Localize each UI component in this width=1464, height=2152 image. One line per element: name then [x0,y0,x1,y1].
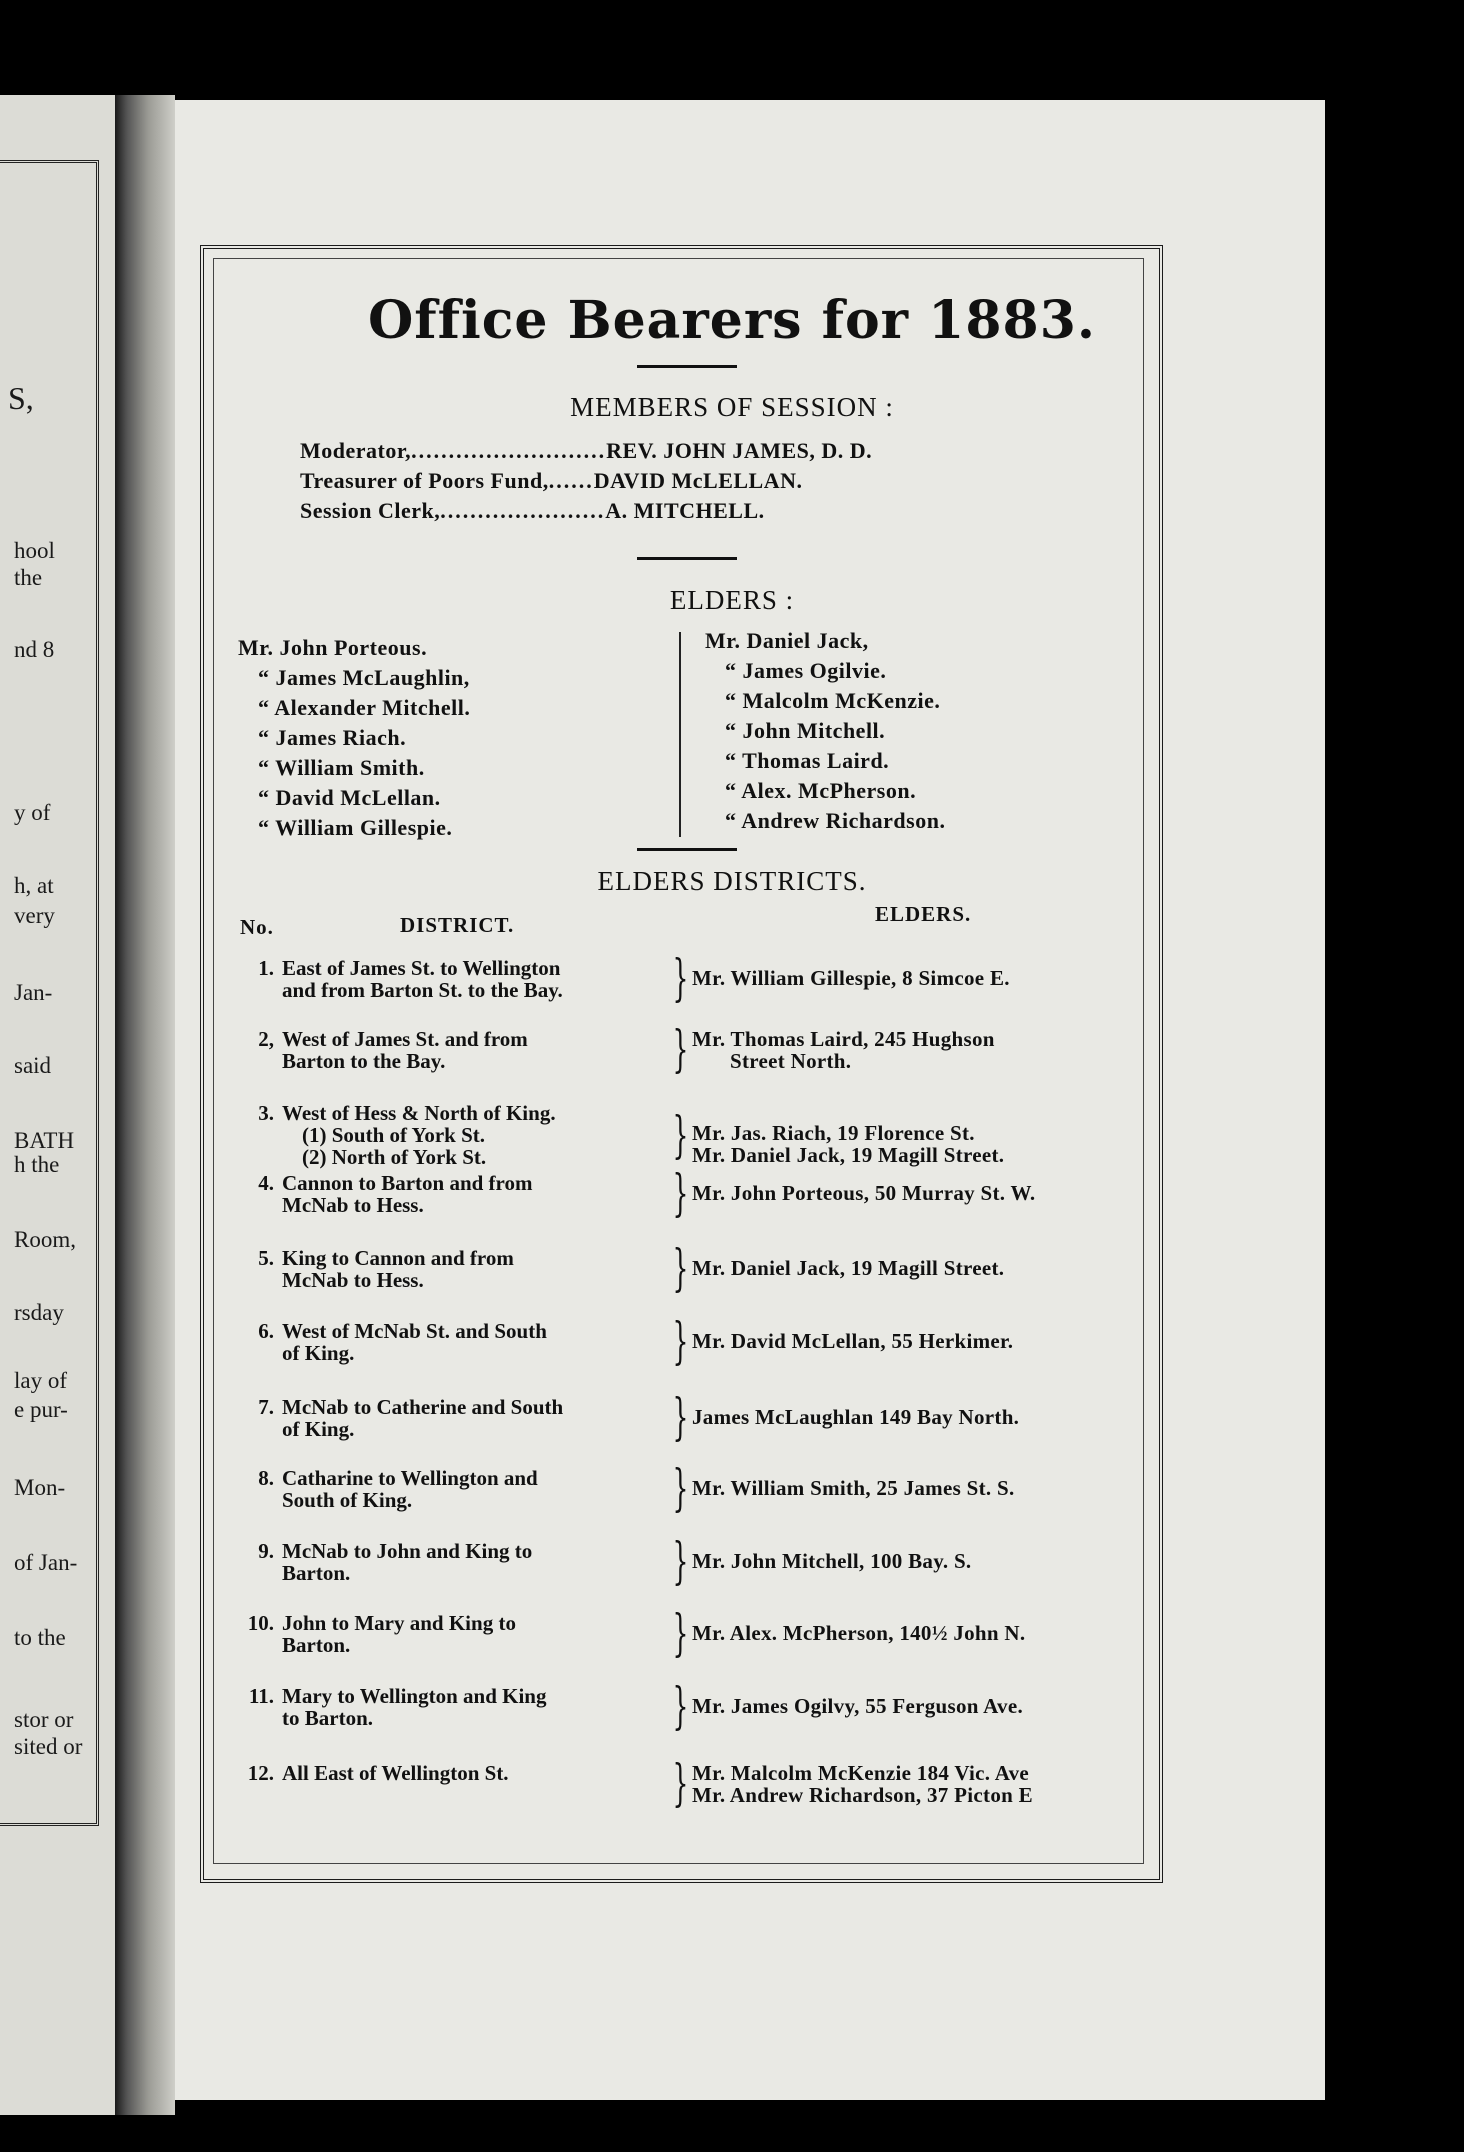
district-elder: Mr. Andrew Richardson, 37 Picton E [692,1783,1033,1807]
title-divider [637,365,737,368]
elder-name: “ James Ogilvie. [725,658,887,683]
district-description: Mary to Wellington and King [282,1684,547,1708]
district-row [238,1540,668,1584]
district-elder: Mr. James Ogilvy, 55 Ferguson Ave. [692,1694,1024,1718]
left-page-fragment: S, [8,380,34,416]
session-role: Moderator, [300,438,412,463]
left-page-fragment: e pur- [14,1397,68,1422]
district-row [238,1612,668,1656]
district-number: 4. [258,1171,274,1195]
session-row [300,468,803,494]
column-header-no: No. [240,915,274,939]
left-page-fragment: nd 8 [14,637,55,662]
left-page-fragment: h the [14,1152,60,1177]
district-elder: Mr. Malcolm McKenzie 184 Vic. Ave [692,1761,1030,1785]
district-number: 12. [247,1761,274,1785]
district-description: John to Mary and King to [282,1611,516,1635]
district-elder: Mr. Daniel Jack, 19 Magill Street. [692,1256,1005,1280]
district-number: 3. [258,1101,274,1125]
district-number: 6. [258,1319,274,1343]
left-page-fragment: Room, [14,1227,76,1252]
district-description: Catharine to Wellington and [282,1466,538,1490]
district-description: Barton to the Bay. [282,1049,446,1073]
brace-glyph: } [672,1106,689,1164]
district-description: to Barton. [282,1706,373,1730]
district-row [238,1685,668,1729]
brace-glyph: } [672,1312,689,1370]
column-header-district: DISTRICT. [400,913,515,937]
session-name: A. MITCHELL. [605,498,765,523]
session-role: Session Clerk, [300,498,441,523]
left-page-fragment: sited or [14,1734,83,1759]
session-divider [637,557,737,560]
left-page-fragment: to the [14,1625,66,1650]
district-number: 7. [258,1395,274,1419]
left-page-fragment: the [14,565,43,590]
elder-name: “ Alexander Mitchell. [258,695,471,720]
district-row [238,1320,668,1364]
elders-heading: ELDERS : [669,585,795,615]
district-elder: Mr. David McLellan, 55 Herkimer. [692,1329,1014,1353]
brace-glyph: } [672,949,689,1007]
brace-glyph: } [672,1604,689,1662]
session-role: Treasurer of Poors Fund, [300,468,549,493]
brace-glyph: } [672,1020,689,1078]
district-number: 1. [258,956,274,980]
brace-glyph: } [672,1754,689,1812]
district-description: (1) South of York St. [302,1123,485,1147]
district-description: of King. [282,1341,355,1365]
district-description: of King. [282,1417,355,1441]
leader-dots: ...... [548,468,594,493]
district-row [238,1396,668,1440]
column-header-elders: ELDERS. [875,902,972,926]
district-elder: James McLaughlan 149 Bay North. [692,1405,1020,1429]
elders-column-divider [679,632,681,837]
session-heading: MEMBERS OF SESSION : [570,392,894,422]
district-row [238,1762,668,1784]
district-description: McNab to Catherine and South [282,1395,564,1419]
elders-divider [637,848,737,851]
left-page-fragment: Jan- [14,980,53,1005]
district-description: West of McNab St. and South [282,1319,547,1343]
brace-glyph: } [672,1164,689,1222]
district-description: Barton. [282,1633,351,1657]
page-title: Office Bearers for 1883. [367,290,1096,351]
left-page-fragment: stor or [14,1707,74,1732]
district-number: 9. [258,1539,274,1563]
districts-heading: ELDERS DISTRICTS. [597,866,867,896]
district-description: McNab to John and King to [282,1539,533,1563]
district-description: South of King. [282,1488,413,1512]
district-elder: Mr. Daniel Jack, 19 Magill Street. [692,1143,1005,1167]
district-elder: Street North. [730,1049,852,1073]
elder-name: “ John Mitchell. [725,718,886,743]
left-page-fragment: of Jan- [14,1550,78,1575]
district-row [238,1028,668,1072]
session-name: REV. JOHN JAMES, D. D. [606,438,873,463]
district-elder: Mr. Jas. Riach, 19 Florence St. [692,1121,975,1145]
elder-name: “ Andrew Richardson. [725,808,946,833]
elder-name: Mr. John Porteous. [238,635,428,660]
brace-glyph: } [672,1677,689,1735]
district-description: West of Hess & North of King. [282,1101,556,1125]
brace-glyph: } [672,1388,689,1446]
elder-name: Mr. Daniel Jack, [705,628,869,653]
district-elder: Mr. John Mitchell, 100 Bay. S. [692,1549,972,1573]
elder-name: “ William Gillespie. [258,815,453,840]
left-page-fragment: said [14,1053,52,1078]
district-description: (2) North of York St. [302,1145,487,1169]
district-description: East of James St. to Wellington [282,956,561,980]
left-page-fragment: very [14,903,55,928]
district-number: 5. [258,1246,274,1270]
district-elder: Mr. Alex. McPherson, 140½ John N. [692,1621,1026,1645]
district-elder: Mr. William Smith, 25 James St. S. [692,1476,1015,1500]
brace-glyph: } [672,1532,689,1590]
district-description: Cannon to Barton and from [282,1171,533,1195]
elder-name: “ William Smith. [258,755,425,780]
district-description: All East of Wellington St. [282,1761,509,1785]
district-number: 8. [258,1466,274,1490]
leader-dots: ...................... [440,498,606,523]
left-page-fragment: lay of [14,1368,68,1393]
district-row [238,1467,668,1511]
district-elder: Mr. William Gillespie, 8 Simcoe E. [692,966,1010,990]
elder-name: “ James McLaughlin, [258,665,470,690]
elder-name: “ Malcolm McKenzie. [725,688,941,713]
elder-name: “ Alex. McPherson. [725,778,917,803]
district-number: 2, [258,1027,274,1051]
left-page-fragment: hool [14,538,55,563]
district-description: West of James St. and from [282,1027,528,1051]
left-page-fragment: Mon- [14,1475,66,1500]
elder-name: “ David McLellan. [258,785,441,810]
brace-glyph: } [672,1239,689,1297]
district-description: McNab to Hess. [282,1268,424,1292]
district-description: McNab to Hess. [282,1193,424,1217]
left-page-fragment: BATH [14,1128,75,1153]
district-description: King to Cannon and from [282,1246,514,1270]
district-number: 10. [247,1611,274,1635]
district-row [238,1172,668,1216]
left-page-fragment: h, at [14,873,54,898]
district-row [238,1247,668,1291]
district-elder: Mr. John Porteous, 50 Murray St. W. [692,1181,1036,1205]
brace-glyph: } [672,1459,689,1517]
district-description: Barton. [282,1561,351,1585]
left-page-fragment: y of [14,800,51,825]
elder-name: “ Thomas Laird. [725,748,890,773]
left-page-fragment: rsday [14,1300,64,1325]
district-number: 11. [248,1684,274,1708]
session-row [300,438,872,464]
elder-name: “ James Riach. [258,725,407,750]
session-row [300,498,765,524]
district-description: and from Barton St. to the Bay. [282,978,563,1002]
district-row [238,1102,668,1168]
leader-dots: .......................... [411,438,607,463]
session-name: DAVID McLELLAN. [593,468,803,493]
district-elder: Mr. Thomas Laird, 245 Hughson [692,1027,995,1051]
district-row [238,957,668,1001]
